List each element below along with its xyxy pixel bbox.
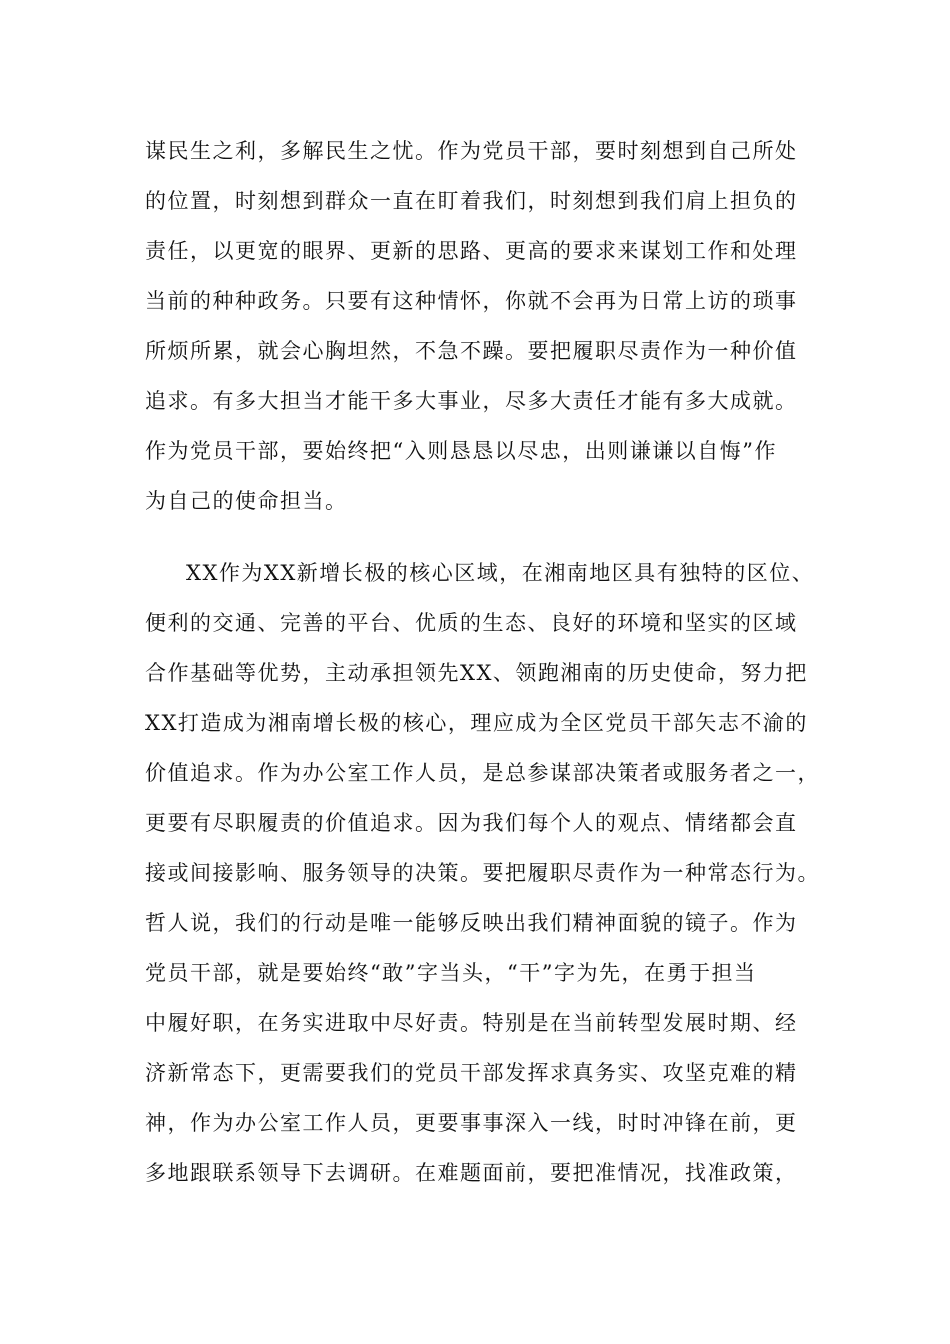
- paragraph-line: 的位置，时刻想到群众一直在盯着我们，时刻想到我们肩上担负的: [145, 189, 798, 213]
- paragraph-line: XX作为XX新增长极的核心区域，在湘南地区具有独特的区位、: [186, 561, 815, 585]
- paragraph-line: 责任，以更宽的眼界、更新的思路、更高的要求来谋划工作和处理: [145, 239, 798, 263]
- paragraph-line: 合作基础等优势，主动承担领先XX、领跑湘南的历史使命，努力把: [145, 661, 808, 685]
- paragraph-line: 哲人说，我们的行动是唯一能够反映出我们精神面貌的镜子。作为: [145, 911, 798, 935]
- paragraph-line: 谋民生之利，多解民生之忧。作为党员干部，要时刻想到自己所处: [145, 139, 798, 163]
- paragraph-line: 多地跟联系领导下去调研。在难题面前，要把准情况，找准政策，: [145, 1161, 798, 1185]
- paragraph-line: 神，作为办公室工作人员，更要事事深入一线，时时冲锋在前，更: [145, 1111, 798, 1135]
- paragraph-line: 为自己的使命担当。: [145, 489, 348, 513]
- paragraph-line: 作为党员干部，要始终把“入则恳恳以尽忠，出则谦谦以自悔”作: [145, 439, 777, 463]
- paragraph-line: 党员干部，就是要始终“敢”字当头，“干”字为先，在勇于担当: [145, 961, 757, 985]
- paragraph-line: 所烦所累，就会心胸坦然，不急不躁。要把履职尽责作为一种价值: [145, 339, 798, 363]
- paragraph-line: 追求。有多大担当才能干多大事业，尽多大责任才能有多大成就。: [145, 389, 798, 413]
- paragraph-line: 便利的交通、完善的平台、优质的生态、良好的环境和坚实的区域: [145, 611, 798, 635]
- paragraph-line: XX打造成为湘南增长极的核心，理应成为全区党员干部矢志不渝的: [145, 711, 808, 735]
- paragraph-line: 更要有尽职履责的价值追求。因为我们每个人的观点、情绪都会直: [145, 811, 798, 835]
- paragraph-line: 接或间接影响、服务领导的决策。要把履职尽责作为一种常态行为。: [145, 861, 820, 885]
- paragraph-line: 中履好职，在务实进取中尽好责。特别是在当前转型发展时期、经: [145, 1011, 798, 1035]
- paragraph-line: 当前的种种政务。只要有这种情怀，你就不会再为日常上访的琐事: [145, 289, 798, 313]
- paragraph-line: 价值追求。作为办公室工作人员，是总参谋部决策者或服务者之一，: [145, 761, 820, 785]
- paragraph-line: 济新常态下，更需要我们的党员干部发挥求真务实、攻坚克难的精: [145, 1061, 798, 1085]
